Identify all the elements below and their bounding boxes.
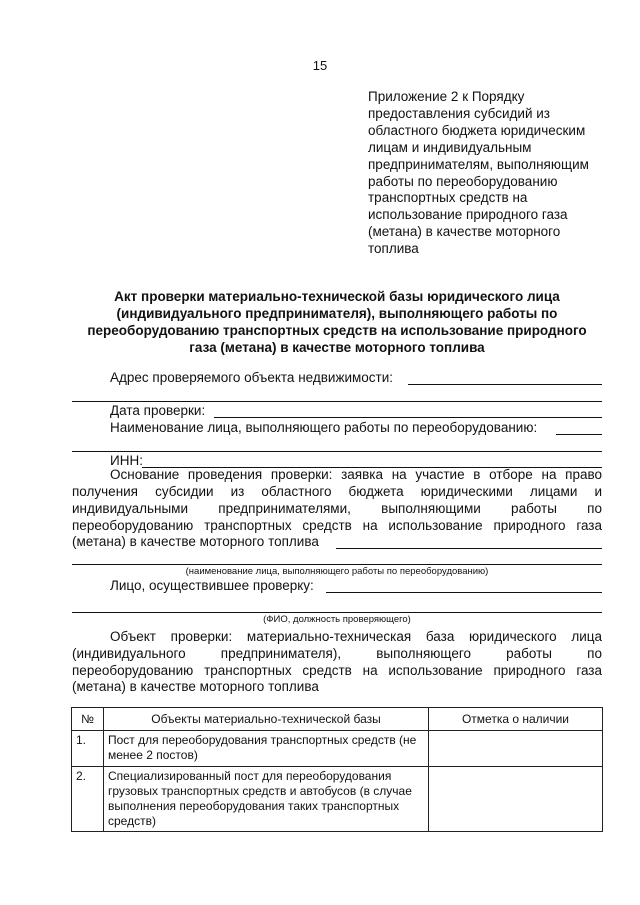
inspector-field-continuation[interactable] <box>72 612 602 613</box>
object-line-1: Объект проверки: материально-техническая база юридического лица <box>110 629 602 644</box>
basis-line-3: индивидуальными предпринимателями, выполняющими работы по <box>72 501 602 516</box>
address-label: Адрес проверяемого объекта недвижимости: <box>110 370 394 385</box>
document-title: Акт проверки материально-технической базы юридического лица (индивидуального предпринимателя), выполняющего работы по переоборудованию транспортных средств на использование природного газа (метана) в качестве моторного топлива <box>87 289 587 355</box>
object-line-4: (метана) в качестве моторного топлива <box>72 679 319 694</box>
name-field-continuation[interactable] <box>72 451 602 452</box>
header-mark: Отметка о наличии <box>429 708 603 731</box>
row-object: Специализированный пост для переоборудования грузовых транспортных средств и автобусов (в случае выполнения переоборудования таких транспортных средств) <box>104 767 429 832</box>
caption-fio: (ФИО, должность проверяющего) <box>263 614 411 625</box>
header-number: № <box>72 708 104 731</box>
date-label: Дата проверки: <box>110 403 206 418</box>
row-number: 2. <box>72 767 104 832</box>
row-mark-cell[interactable] <box>429 731 603 767</box>
basis-field-continuation[interactable] <box>72 564 602 565</box>
objects-table <box>71 707 603 832</box>
basis-line-1: Основание проведения проверки: заявка на участие в отборе на право <box>110 467 602 482</box>
caption-name: (наименование лица, выполняющего работы по переоборудованию) <box>185 566 489 577</box>
name-field[interactable] <box>556 434 602 435</box>
object-line-2: (индивидуального предпринимателя), выполняющего работы по <box>72 646 602 661</box>
name-label: Наименование лица, выполняющего работы по переоборудованию: <box>110 420 538 435</box>
inspector-field[interactable] <box>326 592 602 593</box>
object-line-3: переоборудованию транспортных средств на использование природного газа <box>72 663 602 678</box>
basis-line-4: переоборудованию транспортных средств на использование природного газа <box>72 518 602 533</box>
table-row <box>72 767 603 832</box>
basis-line-5: (метана) в качестве моторного топлива <box>72 534 319 549</box>
header-objects: Объекты материально-технической базы <box>104 708 429 731</box>
inspector-label: Лицо, осуществившее проверку: <box>110 578 314 593</box>
table-header-row <box>72 708 603 731</box>
basis-line-2: получения субсидии из областного бюджета юридическими лицами и <box>72 484 602 499</box>
address-field[interactable] <box>408 384 602 385</box>
page-number: 15 <box>312 58 328 73</box>
address-field-continuation[interactable] <box>72 401 602 402</box>
inn-label: ИНН: <box>110 453 143 468</box>
date-field[interactable] <box>214 417 602 418</box>
row-number: 1. <box>72 731 104 767</box>
table-row <box>72 731 603 767</box>
appendix-note: Приложение 2 к Порядку предоставления субсидий из областного бюджета юридическим лицам и индивидуальным предпринимателям, выполняющим работы по переоборудованию транспортных средств на использование природного газа (метана) в качестве моторного топлива <box>368 89 589 257</box>
row-mark-cell[interactable] <box>429 767 603 832</box>
row-object: Пост для переоборудования транспортных средств (не менее 2 постов) <box>104 731 429 767</box>
basis-field[interactable] <box>336 548 602 549</box>
